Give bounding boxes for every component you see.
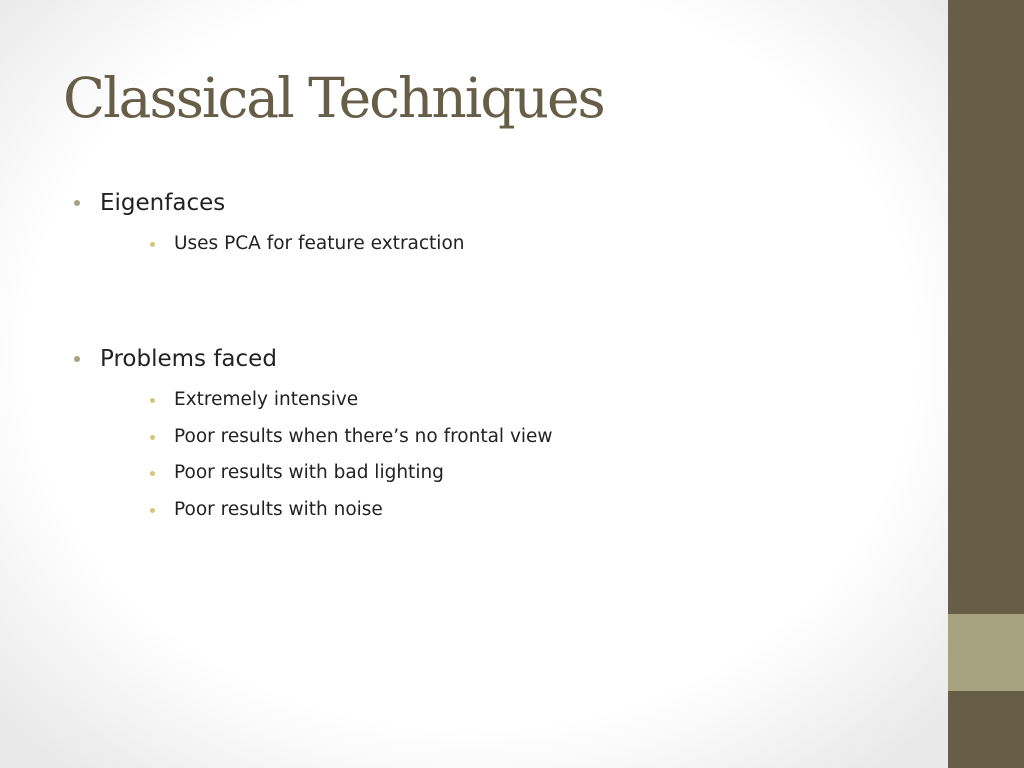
bullet-dot-icon — [150, 435, 155, 440]
bullet-dot-icon — [150, 398, 155, 403]
sub-bullet-text: Poor results with bad lighting — [174, 462, 444, 483]
bullet-dot-icon — [150, 508, 155, 513]
bullet-text: Eigenfaces — [100, 190, 226, 216]
sub-bullet-item — [174, 498, 383, 522]
slide-title: Classical Techniques — [63, 66, 604, 130]
bullet-dot-icon — [74, 200, 80, 206]
sub-bullet-text: Poor results with noise — [174, 499, 383, 520]
bullet-item — [100, 344, 277, 374]
sub-bullet-item — [174, 388, 358, 412]
bullet-item — [100, 188, 225, 218]
bullet-dot-icon — [150, 242, 155, 247]
bullet-dot-icon — [150, 471, 155, 476]
sub-bullet-item — [174, 425, 553, 449]
sub-bullet-text: Extremely intensive — [174, 389, 359, 410]
sub-bullet-text: Poor results when there’s no frontal view — [174, 426, 553, 447]
bullet-dot-icon — [74, 356, 80, 362]
bullet-text: Problems faced — [100, 346, 277, 372]
sub-bullet-text: Uses PCA for feature extraction — [174, 233, 465, 254]
sidebar-accent-block — [948, 614, 1024, 691]
sub-bullet-item — [174, 461, 444, 485]
sub-bullet-item — [174, 232, 465, 256]
